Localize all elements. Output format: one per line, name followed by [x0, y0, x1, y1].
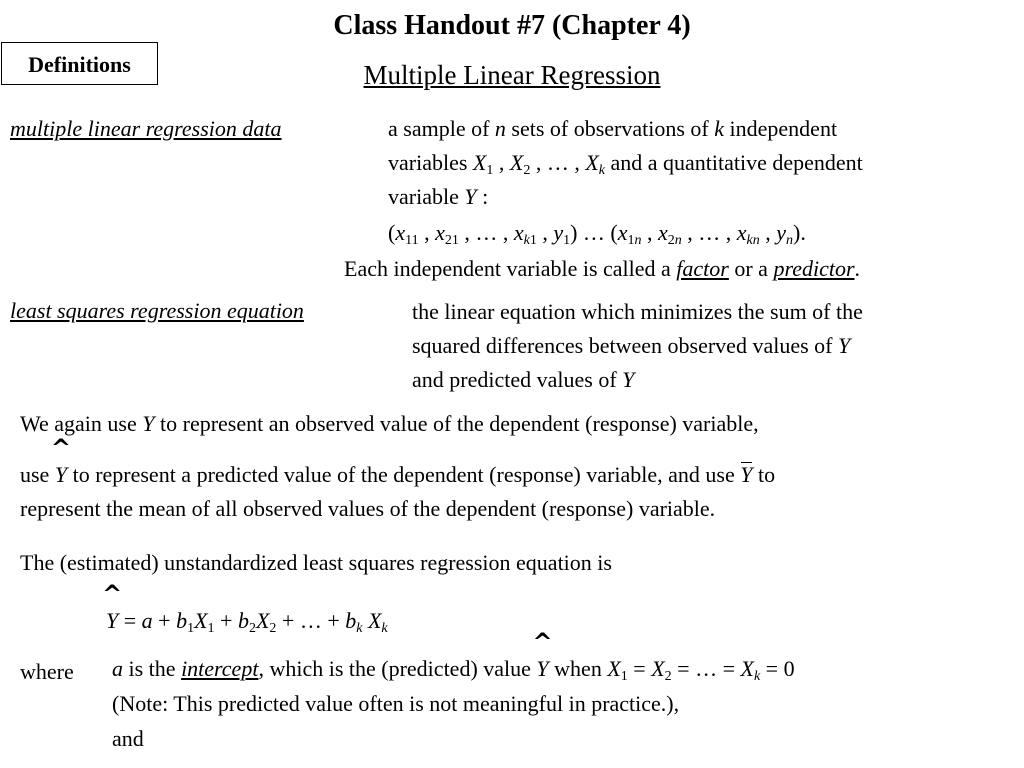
def-term-ls-equation: least squares regression equation	[10, 298, 304, 323]
def-term-mlr-data: multiple linear regression data	[10, 116, 282, 141]
page-title: Class Handout #7 (Chapter 4)	[333, 10, 691, 41]
para1-line3: represent the mean of all observed values of the dependent (response) variable.	[20, 496, 716, 521]
para1-line1: We again use Y to represent an observed value of the dependent (response) variable,	[20, 411, 759, 436]
def-mlr-data-line3: variable Y :	[388, 184, 489, 209]
para2-text: The (estimated) unstandardized least squares regression equation is	[20, 550, 612, 575]
regression-equation: ^ $Y = a + b_1X_1 + b_2X_2$ + … + $b_k$ $X_k$	[102, 580, 388, 636]
def-mlr-data-line1: a sample of n sets of observations of k independent	[388, 116, 838, 141]
def-mlr-data-line2: variables $X_1$ , $X_2$ , … , $X_k$ and a quantitative dependent	[388, 150, 863, 178]
def-ls-line1: the linear equation which minimizes the sum of the	[412, 299, 863, 324]
def-mlr-data-note: Each independent variable is called a factor or a predictor.	[344, 256, 861, 281]
def-ls-line3: and predicted values of Y	[412, 367, 635, 392]
definitions-label: Definitions	[1, 42, 158, 85]
page-subtitle: Multiple Linear Regression	[363, 60, 661, 90]
where-line2: (Note: This predicted value often is not meaningful in practice.),	[112, 691, 680, 716]
y-hat-symbol: ^ Y	[50, 434, 72, 487]
para1-line2: use ^ Y to represent a predicted value of the dependent (response) variable, and use Y to	[20, 458, 775, 492]
where-label: where	[20, 659, 74, 684]
y-bar-symbol: Y	[740, 462, 753, 487]
def-ls-line2: squared differences between observed values of Y	[412, 333, 851, 358]
where-line3: and	[112, 726, 144, 751]
def-mlr-data-tuples: ($x_{11}$ , $x_{21}$ , … , $x_{k1}$ , $y_1$) … ($x_{1n}$ , $x_{2n}$ , … , $x_{kn}$ , $y_n$).	[388, 220, 806, 248]
where-line1: a is the intercept, which is the (predicted) value ^ Y when $X_1 = X_2$ = … = $X_k = 0$	[112, 628, 795, 684]
